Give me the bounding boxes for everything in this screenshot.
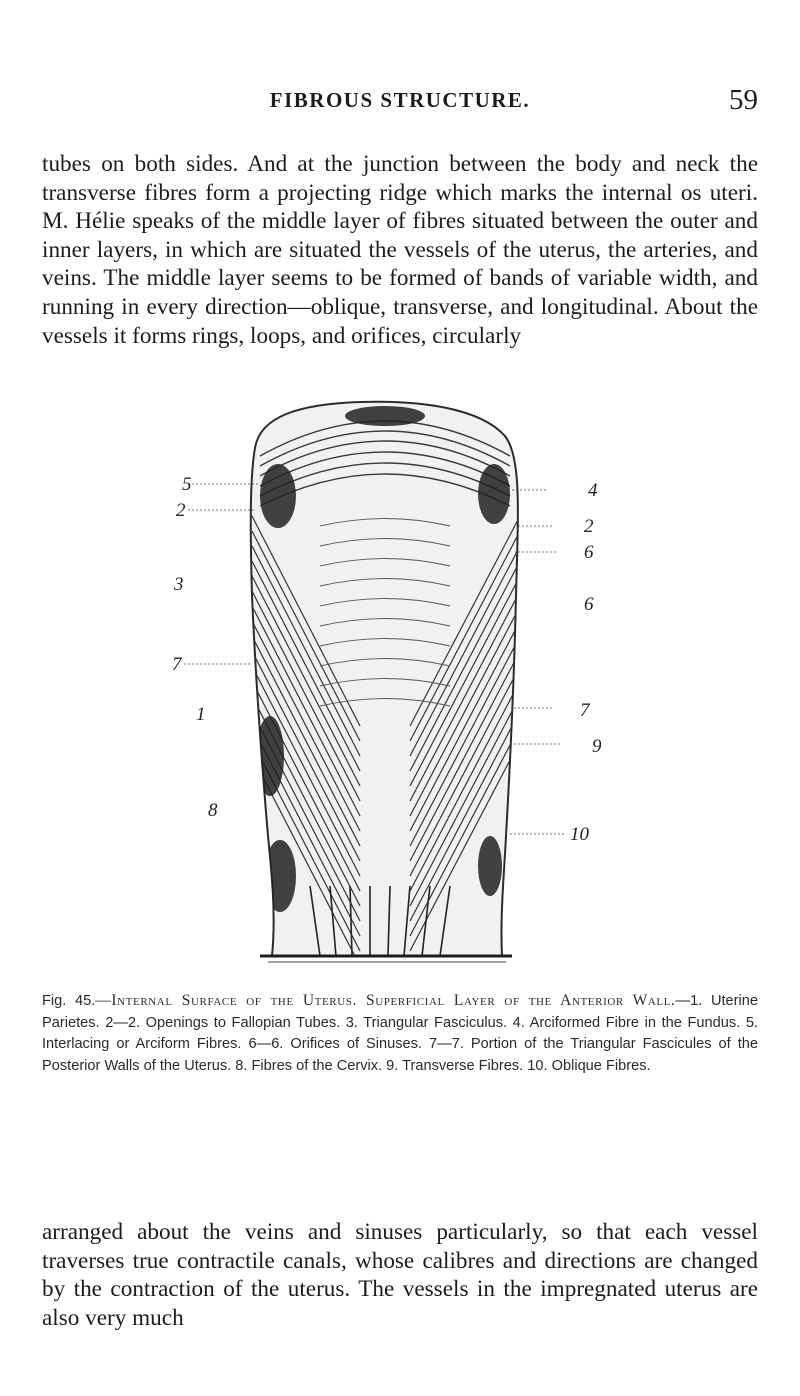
callout-6-right-b: 6 [584, 594, 594, 615]
page-number: 59 [729, 84, 758, 116]
callout-7-right: 7 [580, 700, 590, 721]
caption-fig-label: Fig. 45. [42, 993, 96, 1009]
callout-10-right: 10 [570, 824, 589, 845]
callout-9-right: 9 [592, 736, 602, 757]
caption-legend: —1. Uterine Parietes. 2—2. Openings to Fallopian Tubes. 3. Triangular Fasciculus. 4. Arciformed Fibre in the Fundus. 5. Interlacing or Arciform Fibres. 6—6. Orifices of Sinuses. 7—7. Portion of the Triangular Fascicules of the Posterior Walls of the Uterus. 8. Fibres of the Cervix. 9. Transverse Fibres. 10. Oblique Fibres. [42, 993, 758, 1074]
callout-8-left: 8 [208, 800, 218, 821]
callout-5-left: 5 [182, 474, 192, 495]
callout-6-right-a: 6 [584, 542, 594, 563]
callout-4-right: 4 [588, 480, 598, 501]
body-paragraph-top: tubes on both sides. And at the junction between the body and neck the transverse fibres form a projecting ridge which marks the internal os uteri. M. Hélie speaks of the middle layer of fibres situated between the outer and inner layers, in which are situated the vessels of the uterus, the arteries, and veins. The middle layer seems to be formed of bands of variable width, and running in every direction—oblique, transverse, and longitudinal. About the vessels it forms rings, loops, and orifices, circularly [42, 151, 758, 349]
callout-2-left: 2 [176, 500, 186, 521]
uterus-illustration [160, 396, 620, 976]
callout-1-left: 1 [196, 704, 206, 725]
engraving-base [260, 956, 512, 962]
caption-title: —Internal Surface of the Uterus. Superficial Layer of the Anterior Wall. [95, 992, 676, 1009]
callout-3-left: 3 [174, 574, 184, 595]
callout-7-left: 7 [172, 654, 182, 675]
callout-2-right: 2 [584, 516, 594, 537]
body-paragraph-bottom: arranged about the veins and sinuses particularly, so that each vessel traverses true contractile canals, whose calibres and directions are changed by the contraction of the uterus. The vessels in the impregnated uterus are also very much [42, 1219, 758, 1331]
uterus-engraving [160, 396, 620, 976]
running-head [42, 84, 758, 116]
running-head-title: FIBROUS STRUCTURE. [269, 88, 531, 112]
figure-caption [42, 990, 758, 1077]
